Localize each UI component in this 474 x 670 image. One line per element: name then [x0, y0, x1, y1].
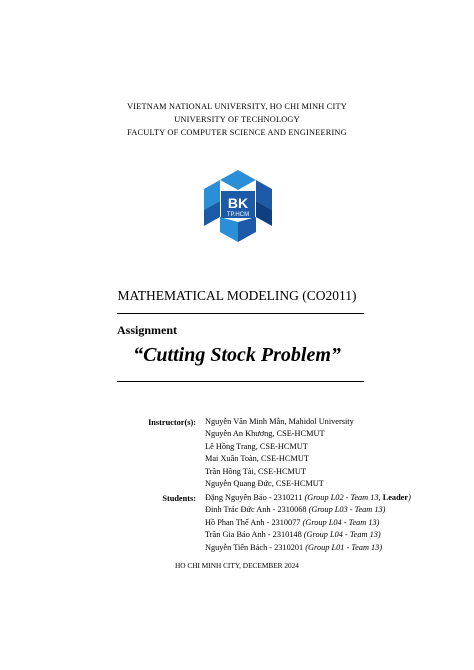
student-name: Hồ Phan Thế Anh - 2310077 — [205, 517, 301, 527]
course-title: MATHEMATICAL MODELING (CO2011) — [117, 288, 357, 303]
university-name: VIETNAM NATIONAL UNIVERSITY, HO CHI MINH CITY — [127, 102, 347, 111]
instructor-name: Mai Xuân Toàn, CSE-HCMUT — [205, 454, 309, 464]
university-logo — [200, 168, 276, 244]
student-group-close: ) — [408, 493, 411, 502]
student-group: (Group L04 - Team 13) — [303, 530, 381, 540]
students-label: Students: — [162, 494, 196, 503]
instructor-name: Trần Hồng Tài, CSE-HCMUT — [205, 466, 306, 476]
student-group: (Group L01 - Team 13) — [305, 542, 383, 552]
school-name: UNIVERSITY OF TECHNOLOGY — [174, 115, 300, 124]
students-list — [205, 492, 411, 554]
leader-badge: Leader — [382, 493, 409, 502]
instructor-name: Nguyễn Văn Minh Mẫn, Mahidol University — [205, 417, 354, 426]
student-entry — [205, 529, 411, 541]
student-entry — [205, 517, 411, 529]
bottom-rule — [117, 381, 364, 382]
instructors-list — [205, 416, 354, 490]
logo-text-bk: BK — [227, 195, 249, 211]
student-entry — [205, 542, 411, 554]
top-rule — [117, 313, 364, 314]
student-name: Nguyễn Tiến Bách - 2310201 — [205, 542, 304, 552]
logo-text-city: TP.HCM — [226, 212, 250, 218]
place-date: HO CHI MINH CITY, DECEMBER 2024 — [175, 561, 299, 570]
instructors-label: Instructor(s): — [148, 418, 196, 427]
instructor-name: Lê Hồng Trang, CSE-HCMUT — [205, 441, 308, 451]
student-group: (Group L03 - Team 13) — [308, 505, 386, 515]
student-entry — [205, 504, 411, 516]
student-name: Đặng Nguyên Bảo - 2310211 — [205, 493, 303, 502]
student-name: Trần Gia Bảo Anh - 2310148 — [205, 530, 302, 540]
student-group: (Group L04 - Team 13) — [302, 517, 380, 527]
project-title: “Cutting Stock Problem” — [133, 344, 341, 366]
document-type: Assignment — [117, 323, 178, 337]
student-entry — [205, 492, 411, 504]
student-name: Đinh Trác Đức Anh - 2310068 — [205, 505, 307, 515]
faculty-name: FACULTY OF COMPUTER SCIENCE AND ENGINEERING — [127, 128, 347, 137]
student-group: (Group L02 - Team 13, — [304, 493, 383, 502]
instructor-name: Nguyễn Quang Đức, CSE-HCMUT — [205, 479, 324, 489]
instructor-name: Nguyễn An Khương, CSE-HCMUT — [205, 429, 325, 439]
